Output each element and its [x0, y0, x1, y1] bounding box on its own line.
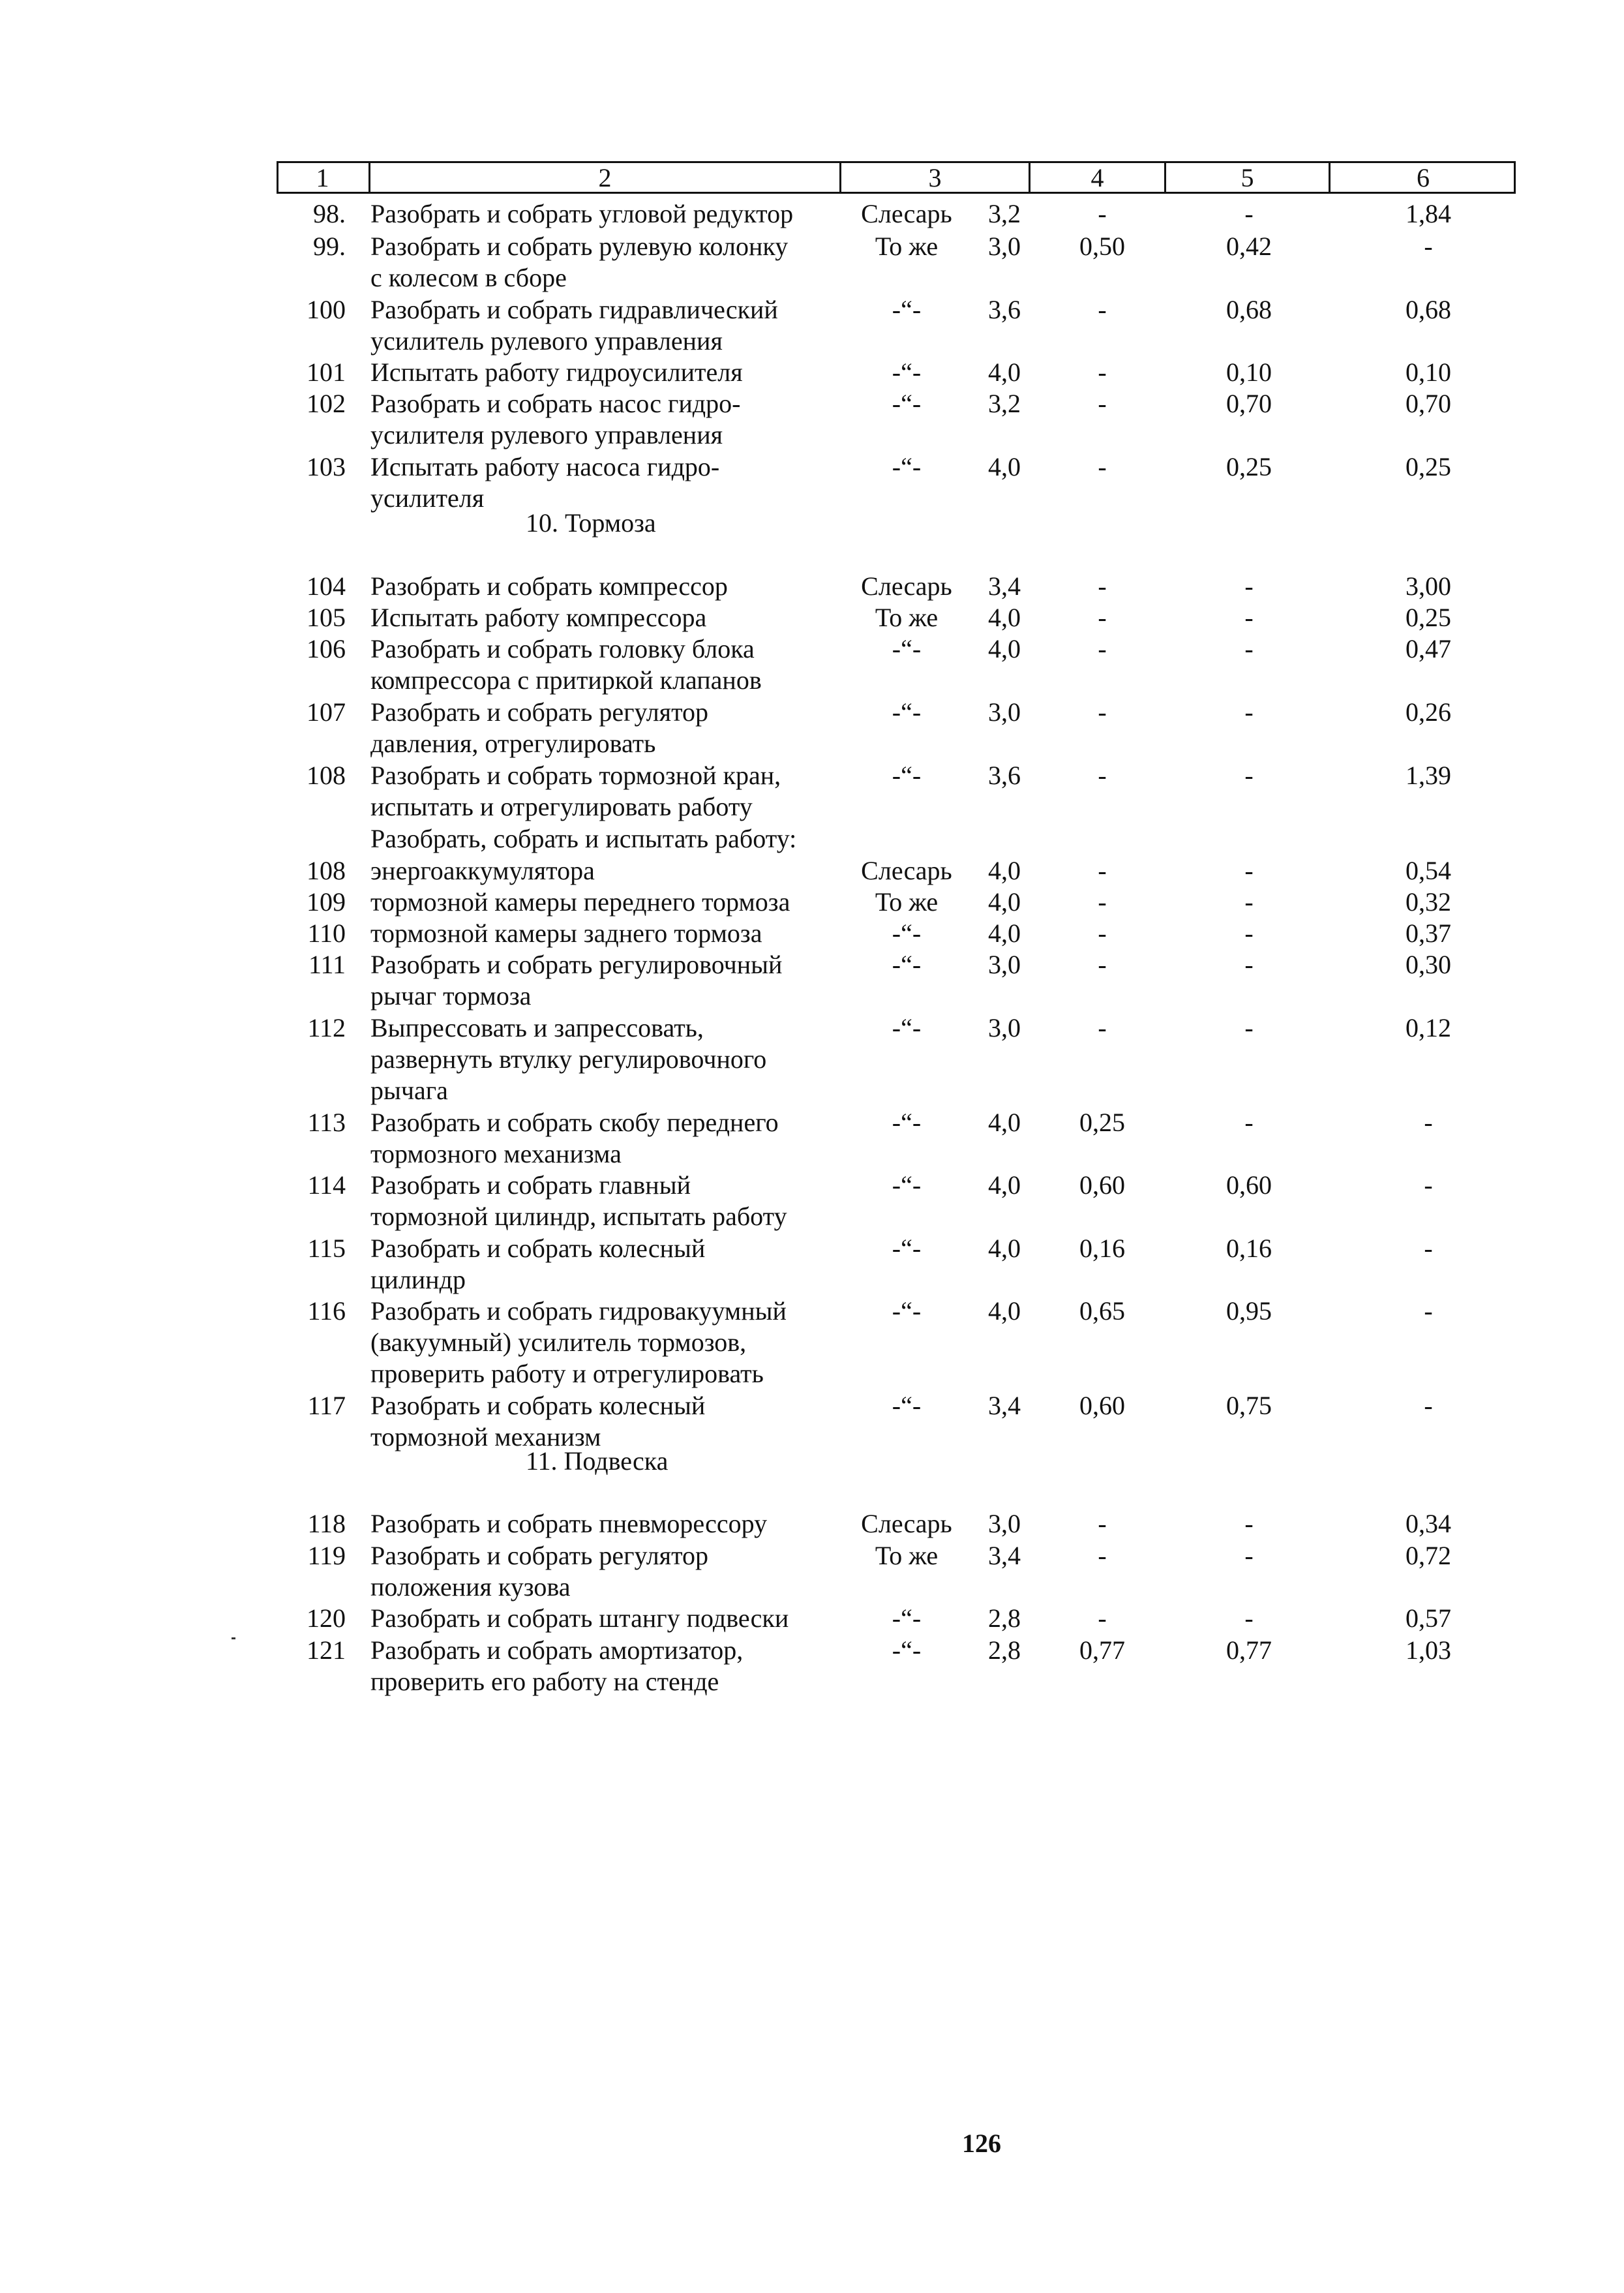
row-description-line: Разобрать и собрать скобу переднего: [370, 1108, 779, 1137]
row-col-4: -: [1098, 919, 1107, 948]
row-col-4: 0,60: [1079, 1391, 1125, 1420]
row-col-6: 1,03: [1406, 1635, 1451, 1665]
row-description-line: Разобрать и собрать насос гидро-: [370, 389, 741, 418]
row-description-line: энергоаккумулятора: [370, 856, 595, 885]
row-performer: То же: [875, 1541, 939, 1570]
row-col-4: -: [1098, 634, 1107, 663]
row-col-3: 3,0: [988, 950, 1021, 979]
row-col-3: 4,0: [988, 1170, 1021, 1200]
row-description-line: цилиндр: [370, 1265, 466, 1294]
row-col-4: 0,25: [1079, 1108, 1125, 1137]
row-number: 116: [307, 1296, 346, 1326]
row-col-6: 0,70: [1406, 389, 1451, 418]
row-col-6: 0,47: [1406, 634, 1451, 663]
row-col-6: 0,10: [1406, 357, 1451, 387]
row-col-5: 0,25: [1226, 452, 1272, 481]
row-col-6: 1,84: [1406, 199, 1451, 228]
row-col-3: 4,0: [988, 887, 1021, 917]
row-col-3: 4,0: [988, 634, 1021, 663]
row-description-line: тормозного механизма: [370, 1139, 622, 1168]
row-col-3: 3,4: [988, 1541, 1021, 1570]
row-col-3: 4,0: [988, 452, 1021, 481]
header-col-4: 4: [1090, 163, 1104, 192]
row-number: 118: [307, 1509, 346, 1538]
row-col-5: -: [1244, 887, 1254, 917]
row-performer: -“-: [892, 1635, 922, 1665]
row-description-line: рычага: [370, 1076, 448, 1105]
row-description-line: положения кузова: [370, 1572, 571, 1602]
row-col-5: 0,68: [1226, 295, 1272, 324]
row-col-5: -: [1244, 856, 1254, 885]
row-number: 110: [307, 919, 346, 948]
row-number: 114: [307, 1170, 346, 1200]
row-col-6: 0,32: [1406, 887, 1451, 917]
row-col-3: 3,2: [988, 389, 1021, 418]
header-col-2: 2: [598, 163, 612, 192]
row-description-line: Испытать работу компрессора: [370, 603, 707, 632]
row-col-5: -: [1244, 1108, 1254, 1137]
row-col-3: 3,0: [988, 697, 1021, 727]
row-description-line: Разобрать и собрать колесный: [370, 1234, 706, 1263]
row-description-line: рычаг тормоза: [370, 981, 532, 1010]
row-number: 120: [307, 1603, 346, 1633]
row-description-line: Испытать работу насоса гидро-: [370, 452, 720, 481]
row-col-5: 0,95: [1226, 1296, 1272, 1326]
row-col-5: -: [1244, 634, 1254, 663]
row-col-6: 0,12: [1406, 1013, 1451, 1042]
section-title: 11. Подвеска: [526, 1446, 669, 1476]
row-col-3: 3,4: [988, 1391, 1021, 1420]
row-description-line: Разобрать и собрать компрессор: [370, 571, 728, 601]
row-col-5: 0,60: [1226, 1170, 1272, 1200]
row-col-4: -: [1098, 571, 1107, 601]
row-number: 99.: [313, 232, 346, 261]
row-performer: Слесарь: [861, 856, 952, 885]
row-description-line: Разобрать и собрать регулятор: [370, 1541, 709, 1570]
row-performer: -“-: [892, 295, 922, 324]
row-col-4: -: [1098, 452, 1107, 481]
row-col-6: 1,39: [1406, 761, 1451, 790]
row-col-4: 0,50: [1079, 232, 1125, 261]
row-performer: То же: [875, 232, 939, 261]
row-description-line: Разобрать и собрать штангу подвески: [370, 1603, 789, 1633]
row-col-5: -: [1244, 603, 1254, 632]
row-description-line: Разобрать и собрать угловой редуктор: [370, 199, 794, 228]
row-performer: -“-: [892, 1603, 922, 1633]
section-title: 10. Тормоза: [526, 508, 656, 538]
row-performer: То же: [875, 603, 939, 632]
row-col-4: 0,65: [1079, 1296, 1125, 1326]
row-col-3: 3,0: [988, 232, 1021, 261]
row-col-3: 4,0: [988, 856, 1021, 885]
row-performer: -“-: [892, 1391, 922, 1420]
row-description-line: с колесом в сборе: [370, 263, 567, 292]
row-performer: -“-: [892, 389, 922, 418]
row-number: 108: [307, 856, 346, 885]
page-number: 126: [962, 2129, 1001, 2158]
row-description-line: компрессора с притиркой клапанов: [370, 665, 762, 695]
row-description-line: проверить его работу на стенде: [370, 1667, 719, 1696]
row-col-3: 4,0: [988, 603, 1021, 632]
row-col-4: -: [1098, 887, 1107, 917]
row-performer: -“-: [892, 950, 922, 979]
row-col-5: -: [1244, 1509, 1254, 1538]
row-description-line: Разобрать и собрать главный: [370, 1170, 691, 1200]
row-col-6: -: [1424, 1234, 1433, 1263]
row-col-6: 3,00: [1406, 571, 1451, 601]
row-col-6: 0,68: [1406, 295, 1451, 324]
row-col-5: -: [1244, 919, 1254, 948]
row-number: 119: [307, 1541, 346, 1570]
row-col-3: 3,6: [988, 761, 1021, 790]
row-col-4: -: [1098, 357, 1107, 387]
row-number: 112: [307, 1013, 346, 1042]
row-col-5: -: [1244, 1541, 1254, 1570]
row-number: 115: [307, 1234, 346, 1263]
row-col-4: -: [1098, 856, 1107, 885]
row-number: 100: [307, 295, 346, 324]
row-description-line: Выпрессовать и запрессовать,: [370, 1013, 704, 1042]
row-description-line: тормозной камеры заднего тормоза: [370, 919, 762, 948]
row-description-line: усилителя: [370, 483, 485, 513]
row-performer: -“-: [892, 1296, 922, 1326]
row-col-5: -: [1244, 761, 1254, 790]
row-description-line: Разобрать и собрать регулятор: [370, 697, 709, 727]
row-col-6: 0,37: [1406, 919, 1451, 948]
row-col-6: 0,72: [1406, 1541, 1451, 1570]
row-performer: Слесарь: [861, 571, 952, 601]
row-col-4: -: [1098, 295, 1107, 324]
row-col-6: -: [1424, 1391, 1433, 1420]
row-number: 102: [307, 389, 346, 418]
row-col-6: -: [1424, 1108, 1433, 1137]
row-col-5: 0,16: [1226, 1234, 1272, 1263]
row-description-line: проверить работу и отрегулировать: [370, 1359, 764, 1388]
row-col-5: -: [1244, 950, 1254, 979]
row-description-line: Разобрать и собрать регулировочный: [370, 950, 783, 979]
row-col-3: 3,0: [988, 1509, 1021, 1538]
row-col-5: -: [1244, 571, 1254, 601]
row-col-5: -: [1244, 697, 1254, 727]
row-description-line: тормозной механизм: [370, 1422, 601, 1451]
row-col-5: -: [1244, 1603, 1254, 1633]
row-description-line: усилитель рулевого управления: [370, 326, 723, 356]
row-col-4: -: [1098, 603, 1107, 632]
row-number: 98.: [313, 199, 346, 228]
row-performer: -“-: [892, 1170, 922, 1200]
row-col-3: 3,2: [988, 199, 1021, 228]
row-col-4: 0,60: [1079, 1170, 1125, 1200]
row-col-4: 0,16: [1079, 1234, 1125, 1263]
row-number: 109: [307, 887, 346, 917]
row-number: 108: [307, 761, 346, 790]
row-col-6: 0,25: [1406, 603, 1451, 632]
row-number: 111: [308, 950, 346, 979]
row-description-line: Разобрать и собрать пневморессору: [370, 1509, 768, 1538]
row-performer: -“-: [892, 1013, 922, 1042]
row-number: 106: [307, 634, 346, 663]
row-performer: Слесарь: [861, 1509, 952, 1538]
row-performer: -“-: [892, 761, 922, 790]
row-col-6: 0,34: [1406, 1509, 1451, 1538]
row-col-4: 0,77: [1079, 1635, 1125, 1665]
row-description-line: развернуть втулку регулировочного: [370, 1044, 767, 1074]
row-col-4: -: [1098, 1603, 1107, 1633]
row-performer: -“-: [892, 1108, 922, 1137]
row-col-4: -: [1098, 950, 1107, 979]
row-col-3: 4,0: [988, 1108, 1021, 1137]
row-col-5: -: [1244, 1013, 1254, 1042]
row-col-6: 0,54: [1406, 856, 1451, 885]
row-col-3: 3,0: [988, 1013, 1021, 1042]
row-col-6: -: [1424, 232, 1433, 261]
row-number: 107: [307, 697, 346, 727]
row-description-line: Разобрать и собрать головку блока: [370, 634, 755, 663]
row-description-line: тормозной цилиндр, испытать работу: [370, 1202, 787, 1231]
row-col-5: -: [1244, 199, 1254, 228]
row-description-line: давления, отрегулировать: [370, 729, 656, 758]
row-number: 101: [307, 357, 346, 387]
row-performer: -“-: [892, 697, 922, 727]
row-performer: -“-: [892, 1234, 922, 1263]
row-col-3: 4,0: [988, 1234, 1021, 1263]
row-performer: -“-: [892, 919, 922, 948]
row-description-line: усилителя рулевого управления: [370, 420, 723, 449]
header-col-5: 5: [1241, 163, 1254, 192]
row-col-5: 0,77: [1226, 1635, 1272, 1665]
row-col-6: 0,30: [1406, 950, 1451, 979]
row-description-line: Разобрать и собрать гидровакуумный: [370, 1296, 787, 1326]
row-performer: -“-: [892, 634, 922, 663]
row-description-line: испытать и отрегулировать работу: [370, 792, 753, 821]
row-col-5: 0,70: [1226, 389, 1272, 418]
row-col-5: 0,10: [1226, 357, 1272, 387]
row-description-line: (вакуумный) усилитель тормозов,: [370, 1328, 747, 1357]
row-col-3: 3,6: [988, 295, 1021, 324]
row-col-4: -: [1098, 1541, 1107, 1570]
row-col-3: 2,8: [988, 1603, 1021, 1633]
row-description-line: Разобрать и собрать тормозной кран,: [370, 761, 781, 790]
row-col-3: 4,0: [988, 1296, 1021, 1326]
row-col-3: 4,0: [988, 919, 1021, 948]
row-col-3: 4,0: [988, 357, 1021, 387]
row-col-6: 0,57: [1406, 1603, 1451, 1633]
row-col-4: -: [1098, 1013, 1107, 1042]
scan-mark: [232, 1637, 235, 1639]
row-col-3: 2,8: [988, 1635, 1021, 1665]
row-description-line: тормозной камеры переднего тормоза: [370, 887, 790, 917]
row-performer: -“-: [892, 452, 922, 481]
row-performer: -“-: [892, 357, 922, 387]
header-col-1: 1: [316, 163, 329, 192]
row-col-4: -: [1098, 1509, 1107, 1538]
row-description-line: Испытать работу гидроусилителя: [370, 357, 743, 387]
row-performer: То же: [875, 887, 939, 917]
row-col-6: 0,25: [1406, 452, 1451, 481]
row-number: 105: [307, 603, 346, 632]
header-col-6: 6: [1417, 163, 1430, 192]
row-col-4: -: [1098, 389, 1107, 418]
header-col-3: 3: [928, 163, 942, 192]
row-number: 121: [307, 1635, 346, 1665]
subheading: Разобрать, собрать и испытать работу:: [370, 824, 797, 853]
row-col-4: -: [1098, 697, 1107, 727]
row-description-line: Разобрать и собрать колесный: [370, 1391, 706, 1420]
row-col-5: 0,75: [1226, 1391, 1272, 1420]
row-description-line: Разобрать и собрать гидравлический: [370, 295, 778, 324]
row-col-6: -: [1424, 1296, 1433, 1326]
row-description-line: Разобрать и собрать рулевую колонку: [370, 232, 789, 261]
row-col-3: 3,4: [988, 571, 1021, 601]
row-number: 117: [307, 1391, 346, 1420]
row-description-line: Разобрать и собрать амортизатор,: [370, 1635, 744, 1665]
row-number: 103: [307, 452, 346, 481]
row-number: 104: [307, 571, 346, 601]
row-col-6: 0,26: [1406, 697, 1451, 727]
row-col-4: -: [1098, 761, 1107, 790]
row-number: 113: [307, 1108, 346, 1137]
row-performer: Слесарь: [861, 199, 952, 228]
row-col-4: -: [1098, 199, 1107, 228]
row-col-5: 0,42: [1226, 232, 1272, 261]
row-col-6: -: [1424, 1170, 1433, 1200]
